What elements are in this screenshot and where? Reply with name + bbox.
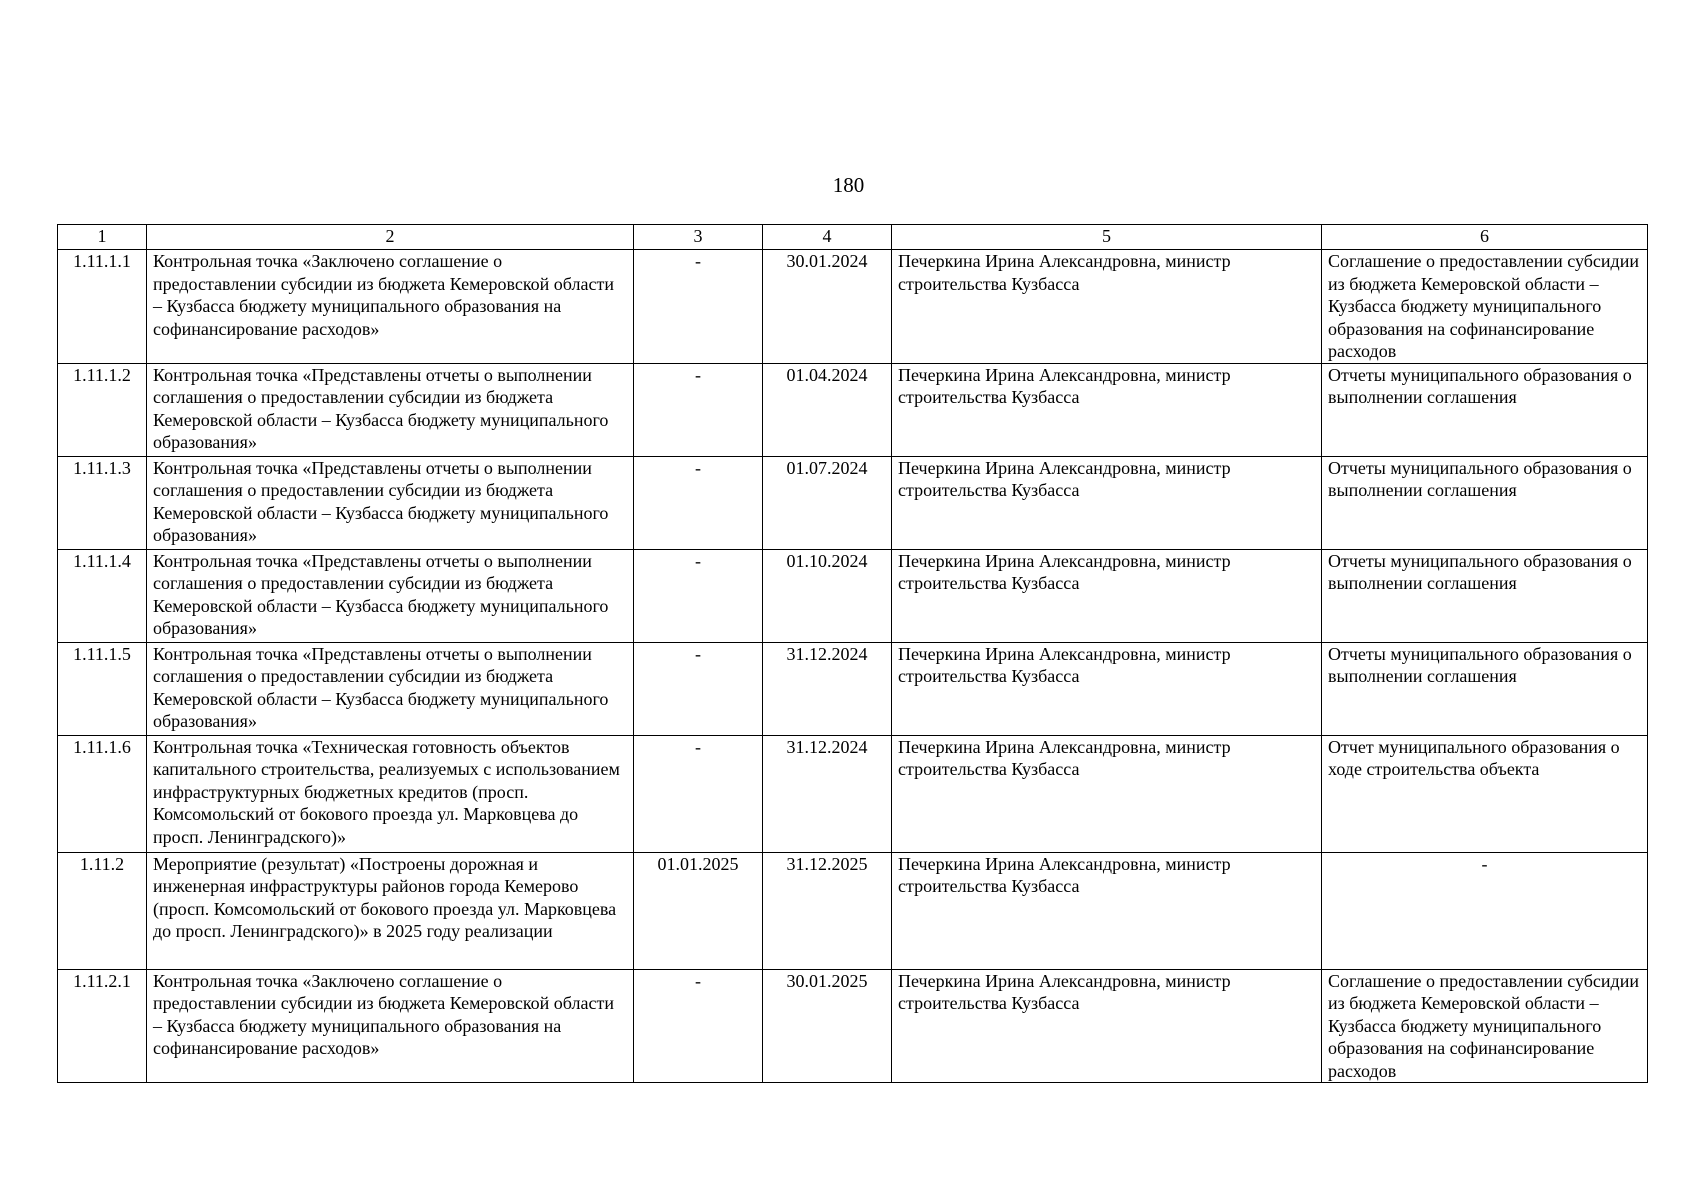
table-row [58,642,1648,735]
row-document: Соглашение о предоставлении субсидии из бюджета Кемеровской области – Кузбасса бюджету муниципального образования на софинансирование расходов [1322,969,1648,1083]
table-row [58,363,1648,456]
row-document: - [1322,852,1648,969]
row-start-date: - [634,969,763,1083]
row-name: Контрольная точка «Представлены отчеты о выполнении соглашения о предоставлении субсидии из бюджета Кемеровской области – Кузбасса бюджету муниципального образования» [147,549,634,642]
row-start-date: - [634,363,763,456]
row-name: Контрольная точка «Техническая готовность объектов капитального строительства, реализуемых с использованием инфраструктурных бюджетных кредитов (просп. Комсомольский от бокового проезда ул. Марковцева до просп. Ленинградского)» [147,735,634,852]
row-name: Контрольная точка «Заключено соглашение о предоставлении субсидии из бюджета Кемеровской области – Кузбасса бюджету муниципального образования на софинансирование расходов» [147,969,634,1083]
row-document: Отчеты муниципального образования о выполнении соглашения [1322,363,1648,456]
row-responsible: Печеркина Ирина Александровна, министр строительства Кузбасса [892,642,1322,735]
column-header-6: 6 [1322,225,1648,250]
row-start-date: - [634,735,763,852]
table-row [58,549,1648,642]
row-name: Контрольная точка «Представлены отчеты о выполнении соглашения о предоставлении субсидии из бюджета Кемеровской области – Кузбасса бюджету муниципального образования» [147,642,634,735]
page-number: 180 [832,173,865,197]
row-responsible: Печеркина Ирина Александровна, министр строительства Кузбасса [892,363,1322,456]
row-responsible: Печеркина Ирина Александровна, министр строительства Кузбасса [892,735,1322,852]
plan-table [57,224,1648,1083]
row-document: Отчет муниципального образования о ходе строительства объекта [1322,735,1648,852]
row-number: 1.11.2.1 [58,969,147,1083]
row-number: 1.11.1.1 [58,250,147,364]
row-end-date: 31.12.2024 [763,642,892,735]
row-start-date: - [634,456,763,549]
row-end-date: 01.04.2024 [763,363,892,456]
row-number: 1.11.1.2 [58,363,147,456]
row-start-date: - [634,549,763,642]
row-name: Контрольная точка «Заключено соглашение о предоставлении субсидии из бюджета Кемеровской области – Кузбасса бюджету муниципального образования на софинансирование расходов» [147,250,634,364]
row-end-date: 01.10.2024 [763,549,892,642]
row-document: Отчеты муниципального образования о выполнении соглашения [1322,642,1648,735]
row-responsible: Печеркина Ирина Александровна, министр строительства Кузбасса [892,852,1322,969]
column-header-2: 2 [147,225,634,250]
row-document: Отчеты муниципального образования о выполнении соглашения [1322,549,1648,642]
row-name: Мероприятие (результат) «Построены дорожная и инженерная инфраструктуры районов города Кемерово (просп. Комсомольский от бокового проезда ул. Марковцева до просп. Ленинградского)» в 2025 году реализации [147,852,634,969]
row-number: 1.11.1.3 [58,456,147,549]
row-number: 1.11.1.6 [58,735,147,852]
row-number: 1.11.2 [58,852,147,969]
row-start-date: 01.01.2025 [634,852,763,969]
table-row [58,852,1648,969]
row-end-date: 31.12.2025 [763,852,892,969]
row-end-date: 31.12.2024 [763,735,892,852]
row-number: 1.11.1.4 [58,549,147,642]
row-responsible: Печеркина Ирина Александровна, министр строительства Кузбасса [892,456,1322,549]
table-row [58,456,1648,549]
table-row [58,735,1648,852]
column-header-3: 3 [634,225,763,250]
row-start-date: - [634,250,763,364]
table-header-row [58,225,1648,250]
column-header-5: 5 [892,225,1322,250]
column-header-4: 4 [763,225,892,250]
row-end-date: 30.01.2025 [763,969,892,1083]
table-row [58,250,1648,364]
row-responsible: Печеркина Ирина Александровна, министр строительства Кузбасса [892,250,1322,364]
row-document: Соглашение о предоставлении субсидии из бюджета Кемеровской области – Кузбасса бюджету муниципального образования на софинансирование расходов [1322,250,1648,364]
row-responsible: Печеркина Ирина Александровна, министр строительства Кузбасса [892,969,1322,1083]
row-name: Контрольная точка «Представлены отчеты о выполнении соглашения о предоставлении субсидии из бюджета Кемеровской области – Кузбасса бюджету муниципального образования» [147,456,634,549]
row-end-date: 30.01.2024 [763,250,892,364]
row-start-date: - [634,642,763,735]
row-number: 1.11.1.5 [58,642,147,735]
column-header-1: 1 [58,225,147,250]
row-name: Контрольная точка «Представлены отчеты о выполнении соглашения о предоставлении субсидии из бюджета Кемеровской области – Кузбасса бюджету муниципального образования» [147,363,634,456]
row-document: Отчеты муниципального образования о выполнении соглашения [1322,456,1648,549]
row-responsible: Печеркина Ирина Александровна, министр строительства Кузбасса [892,549,1322,642]
table-row [58,969,1648,1083]
row-end-date: 01.07.2024 [763,456,892,549]
